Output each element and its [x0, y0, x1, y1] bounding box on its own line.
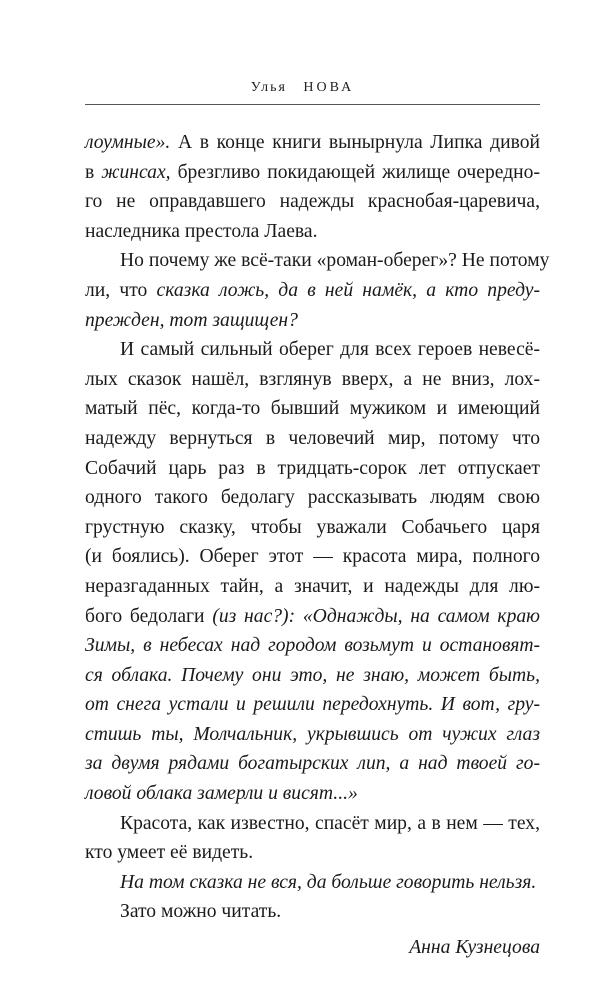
text-line: неразгаданных тайн, а значит, и надежды для лю-: [85, 575, 540, 597]
text-line: одного такого бедолагу рассказывать людям свою: [85, 487, 540, 509]
text-line: в жинсах, брезгливо покидающей жилище очередно-: [85, 161, 540, 183]
text-line: надежду вернуться в человечий мир, потому что: [85, 427, 540, 449]
text-line: от снега устали и решили передохнуть. И вот, гру-: [85, 694, 540, 716]
text-line: Красота, как известно, спасёт мир, а в нем — тех,: [120, 812, 540, 834]
text-line: ловой облака замерли и висят...»: [85, 783, 358, 805]
body-text: [85, 128, 550, 963]
paragraph: [85, 335, 540, 809]
paragraph: [85, 809, 540, 868]
text-line: лоумные». А в конце книги вынырнула Липка дивой: [85, 132, 540, 153]
author-last-name: НОВА: [303, 80, 355, 95]
text-line: кто умеет её видеть.: [85, 842, 254, 864]
text-line: Зато можно читать.: [120, 901, 282, 923]
text-line: На том сказка не вся, да больше говорить нельзя.: [120, 871, 537, 893]
text-line: Но почему же всё-таки «роман-оберег»? Не потому: [120, 250, 550, 272]
signature: Анна Кузнецова: [409, 937, 540, 959]
header-rule: [85, 104, 540, 105]
text-line: го не оправдавшего надежды краснобая-царевича,: [85, 191, 540, 213]
text-line: Собачий царь раз в тридцать-сорок лет отпускает: [85, 457, 540, 479]
text-line: (и боялись). Оберег этот — красота мира, полного: [85, 546, 540, 568]
text-line: наследника престола Лаева.: [85, 220, 318, 242]
paragraph: [85, 246, 550, 335]
text-line: матый пёс, когда-то бывший мужиком и имеющий: [85, 398, 540, 420]
text-line: ся облака. Почему они это, не знаю, может быть,: [85, 664, 540, 686]
text-line: за двумя рядами богатырских лип, а над твоей го-: [85, 753, 540, 775]
text-line: стишь ты, Молчальник, укрывшись от чужих глаз: [85, 723, 540, 745]
text-line: грустную сказку, чтобы уважали Собачьего царя: [85, 516, 540, 538]
paragraph: [85, 868, 540, 898]
text-line: лых сказок нашёл, взглянув вверх, а не вниз, лох-: [85, 368, 540, 390]
text-line: прежден, тот защищен?: [85, 309, 298, 331]
running-head: [0, 80, 605, 96]
text-line: И самый сильный оберег для всех героев невесё-: [120, 339, 540, 361]
paragraph: [85, 897, 540, 927]
paragraph: [85, 128, 540, 246]
author-first-name: Улья: [250, 80, 287, 95]
text-line: бого бедолаги (из нас?): «Однажды, на самом краю: [85, 605, 541, 627]
text-line: Зимы, в небесах над городом возьмут и остановят-: [85, 635, 540, 657]
text-line: ли, что сказка ложь, да в ней намёк, а кто преду-: [85, 279, 540, 301]
